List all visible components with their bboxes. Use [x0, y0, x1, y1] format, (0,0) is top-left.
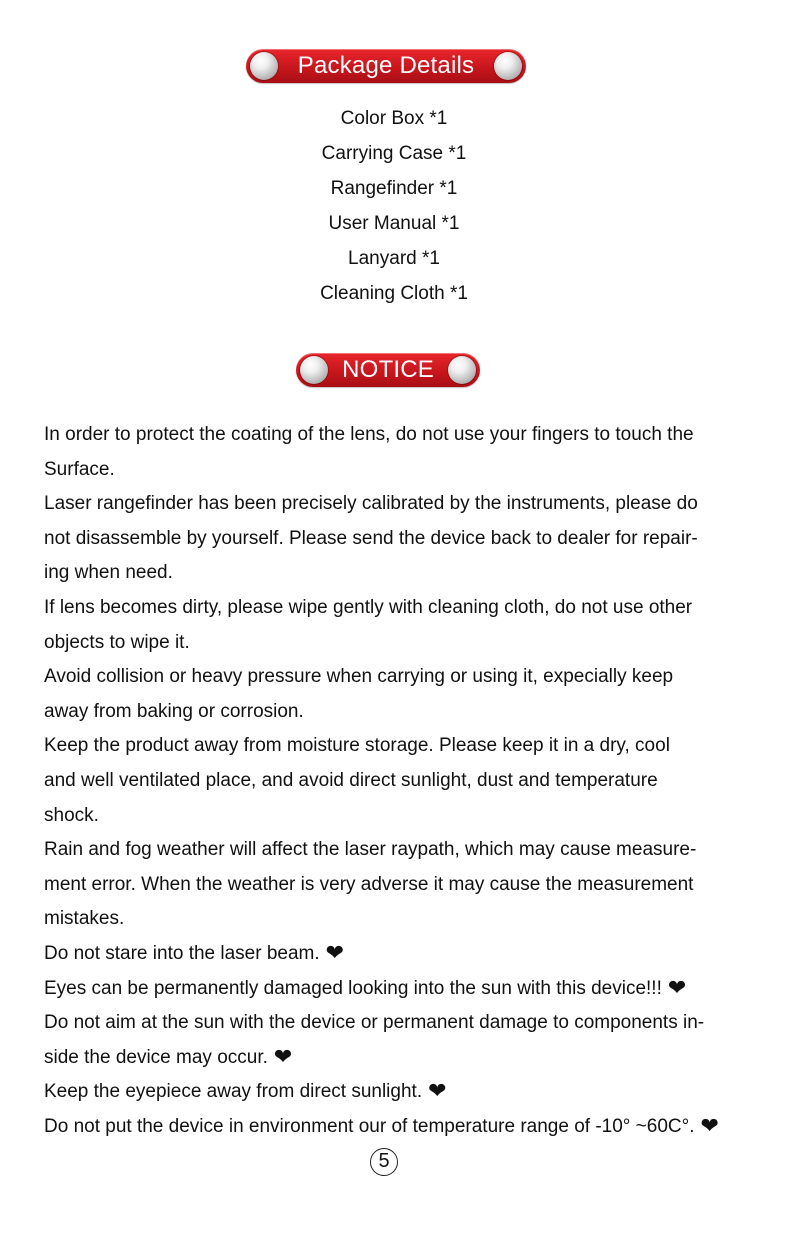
notice-line: If lens becomes dirty, please wipe gently with cleaning cloth, do not use other — [44, 596, 693, 618]
notice-line: Do not stare into the laser beam. ❤ — [44, 939, 345, 965]
notice-line: Avoid collision or heavy pressure when carrying or using it, expecially keep — [44, 666, 674, 688]
notice-line: Eyes can be permanently damaged looking into the sun with this device!!! ❤ — [44, 974, 687, 1000]
sphere-icon — [250, 52, 278, 80]
package-details-title: Package Details — [297, 52, 475, 79]
list-item: Lanyard *1 — [348, 248, 440, 269]
notice-line: ing when need. — [44, 562, 173, 584]
notice-line: mistakes. — [44, 908, 125, 930]
list-item: Rangefinder *1 — [330, 178, 458, 199]
list-item: User Manual *1 — [328, 213, 460, 234]
notice-line: Keep the eyepiece away from direct sunlight. ❤ — [44, 1078, 447, 1104]
list-item: Carrying Case *1 — [321, 143, 467, 164]
list-item: Cleaning Cloth *1 — [320, 283, 468, 304]
notice-line: away from baking or corrosion. — [44, 700, 304, 722]
notice-line: Do not put the device in environment our of temperature range of -10° ~60C°. ❤ — [44, 1112, 719, 1138]
notice-line: ment error. When the weather is very adverse it may cause the measurement — [44, 873, 694, 895]
notice-line: Do not aim at the sun with the device or permanent damage to components in- — [44, 1012, 705, 1034]
package-details-banner — [246, 49, 526, 83]
heart-icon: ❤ — [273, 1043, 293, 1069]
notice-line: side the device may occur. ❤ — [44, 1043, 293, 1069]
notice-line: not disassemble by yourself. Please send the device back to dealer for repair- — [44, 527, 698, 549]
notice-text-block — [44, 418, 749, 1144]
notice-title: NOTICE — [342, 356, 434, 383]
page-number: 5 — [370, 1148, 398, 1176]
package-item-list — [0, 101, 788, 311]
heart-icon: ❤ — [667, 974, 687, 1000]
notice-line: Surface. — [44, 458, 115, 480]
list-item: Color Box *1 — [340, 108, 448, 129]
heart-icon: ❤ — [700, 1112, 719, 1138]
notice-line: shock. — [44, 804, 99, 826]
notice-line: Keep the product away from moisture storage. Please keep it in a dry, cool — [44, 735, 670, 757]
notice-line: Laser rangefinder has been precisely calibrated by the instruments, please do — [44, 493, 698, 515]
heart-icon: ❤ — [325, 939, 345, 965]
notice-line: In order to protect the coating of the lens, do not use your fingers to touch the — [44, 424, 694, 445]
notice-line: Rain and fog weather will affect the laser raypath, which may cause measure- — [44, 839, 697, 861]
notice-line: objects to wipe it. — [44, 631, 190, 653]
heart-icon: ❤ — [428, 1078, 447, 1104]
notice-line: and well ventilated place, and avoid direct sunlight, dust and temperature — [44, 769, 658, 791]
sphere-icon — [494, 52, 522, 80]
sphere-icon — [300, 356, 328, 384]
notice-banner — [296, 353, 480, 387]
sphere-icon — [448, 356, 476, 384]
